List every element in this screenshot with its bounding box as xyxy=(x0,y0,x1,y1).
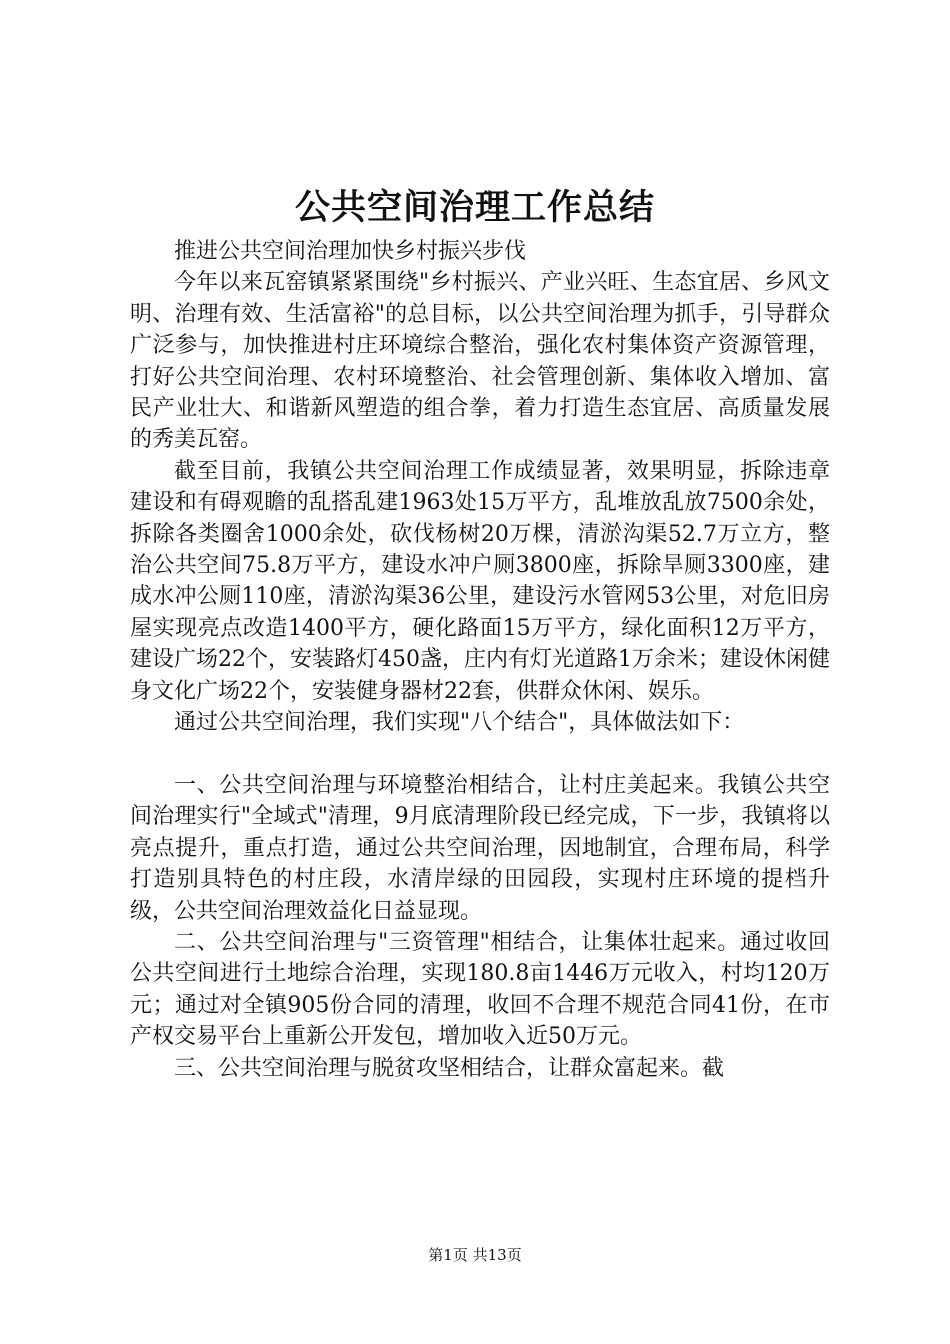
section-one-paragraph: 一、公共空间治理与环境整治相结合，让村庄美起来。我镇公共空间治理实行"全域式"清理，9月底清理阶段已经完成，下一步，我镇将以亮点提升，重点打造，通过公共空间治理，因地制宜，合理布局，科学打造别具特色的村庄段，水清岸绿的田园段，实现村庄环境的提档升级，公共空间治理效益化日益显现。 xyxy=(130,772,830,924)
subtitle-paragraph: 推进公共空间治理加快乡村振兴步伐 xyxy=(174,239,527,264)
document-title: 公共空间治理工作总结 xyxy=(294,187,655,228)
achievements-paragraph: 截至目前，我镇公共空间治理工作成绩显著，效果明显，拆除违章建设和有碍观瞻的乱搭乱建1963处15万平方，乱堆放乱放7500余处，拆除各类圈舍1000余处，砍伐杨树20万棵，清淤沟渠52.7万立方，整治公共空间75.8万平方，建设水冲户厕3800座，拆除旱厕3300座，建成水冲公厕110座，清淤沟渠36公里，建设污水管网53公里，对危旧房屋实现亮点改造1400平方，硬化路面15万平方，绿化面积12万平方，建设广场22个，安装路灯450盏，庄内有灯光道路1万余米；建设休闲健身文化广场22个，安装健身器材22套，供群众休闲、娱乐。 xyxy=(130,458,830,704)
document-body xyxy=(130,236,830,1084)
intro-paragraph: 今年以来瓦窑镇紧紧围绕"乡村振兴、产业兴旺、生态宜居、乡风文明、治理有效、生活富裕"的总目标，以公共空间治理为抓手，引导群众广泛参与，加快推进村庄环境综合整治，强化农村集体资产资源管理，打好公共空间治理、农村环境整治、社会管理创新、集体收入增加、富民产业壮大、和谐新风塑造的组合拳，着力打造生态宜居、高质量发展的秀美瓦窑。 xyxy=(130,270,830,453)
section-two-paragraph: 二、公共空间治理与"三资管理"相结合，让集体壮起来。通过收回公共空间进行土地综合治理，实现180.8亩1446万元收入，村均120万元；通过对全镇905份合同的清理，收回不合理不规范合同41份，在市产权交易平台上重新公开发包，增加收入近50万元。 xyxy=(130,929,830,1050)
page-number-footer: 第1页 共13页 xyxy=(428,1246,522,1264)
section-three-paragraph: 三、公共空间治理与脱贫攻坚相结合，让群众富起来。截 xyxy=(174,1055,725,1081)
blank-line xyxy=(130,739,830,770)
methods-intro-paragraph: 通过公共空间治理，我们实现"八个结合"，具体做法如下： xyxy=(174,710,745,736)
